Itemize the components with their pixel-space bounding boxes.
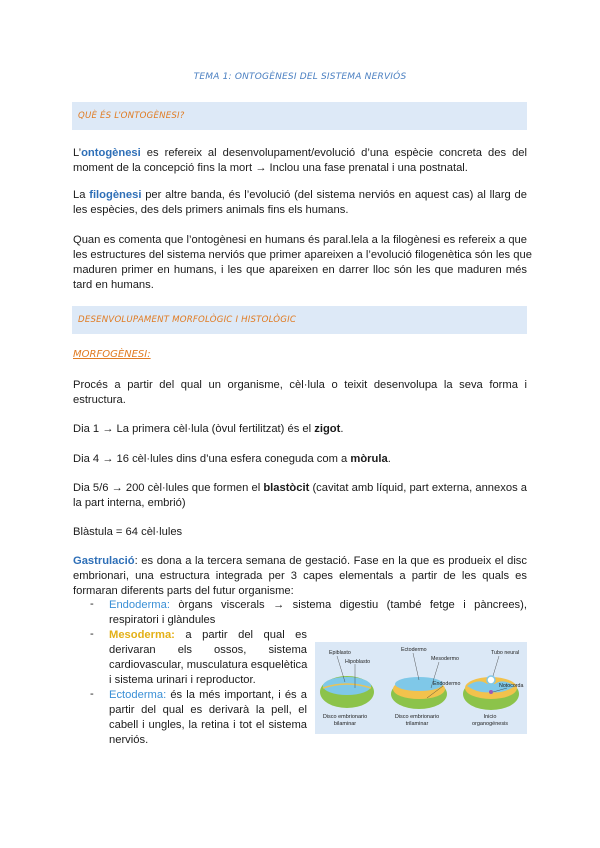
list-item-mesoderma: Mesoderma: a partir del qual es derivaran els ossos, sistema cardiovascular, musculatura esquelètica i sistema urinari i reproductor.: [109, 629, 308, 686]
paragraph-blastula: Blàstula = 64 cèl·lules: [73, 526, 183, 538]
keyword-endoderma: Endoderma:: [109, 599, 170, 611]
paragraph-gastrulacio: Gastrulació: es dona a la tercera semana de gestació. Fase en la que es produeix el disc embrionari, una estructura integrada per 3 capes elementals a partir de les quals es formaran diferents parts del futur organisme:: [73, 555, 527, 597]
caption-organogenesis: Inicio organogénesis: [471, 714, 509, 727]
section-heading-ontogenesi: [72, 102, 527, 130]
paragraph-paralela: Quan es comenta que l’ontogènesi en humans és paral.lela a la filogènesi es refereix a que les estructures del sistema nerviós que primer apareixen a l’evolució filogenètica són les que maduren primer en humans, i les que apareixen en darrer lloc són les que maduren més tard en humans.: [73, 234, 532, 291]
keyword-zigot: zigot: [314, 423, 341, 435]
label-hipoblast: Hipoblasto: [345, 659, 371, 665]
list-item-endoderma: Endoderma: òrgans viscerals → sistema digestiu (també fetge i pàncrees), respiratori i glàndules: [109, 599, 527, 626]
bullet-dash: -: [90, 688, 94, 700]
paragraph-morfogenesi-definicio: Procés a partir del qual un organisme, cèl·lula o teixit desenvolupa la seva forma i estructura.: [73, 379, 527, 406]
section-heading-text: QUÈ ÉS L’ONTOGÈNESI?: [78, 111, 185, 121]
paragraph-dia1: Dia 1 → La primera cèl·lula (òvul fertilitzat) és el zigot.: [73, 423, 344, 435]
section-heading-desenvolupament: [72, 306, 527, 334]
bullet-dash: -: [90, 628, 94, 640]
paragraph-filogenesi: La filogènesi per altre banda, és l’evolució (del sistema nerviós en aquest cas) al llarg de les espècies, des dels primers animals fins els humans.: [73, 189, 527, 216]
label-mesoderm: Mesodermo: [431, 656, 459, 662]
caption-trilaminar: Disco embrionario trilaminar: [394, 714, 440, 727]
keyword-gastrulacio: Gastrulació: [73, 555, 135, 567]
paragraph-dia4: Dia 4 → 16 cèl·lules dins d’una esfera coneguda com a mòrula.: [73, 453, 391, 465]
organogenesis-drawing: [463, 676, 519, 710]
label-ectoderm: Ectodermo: [401, 647, 427, 653]
keyword-blastocit: blastòcit: [263, 482, 310, 494]
list-item-ectoderma: Ectoderma: és la més important, i és a partir del qual es derivarà la pell, el cabell i ungles, la retina i tot el sistema nerviós.: [109, 689, 307, 746]
keyword-mesoderma: Mesoderma:: [109, 629, 175, 641]
paragraph-dia56: Dia 5/6 → 200 cèl·lules que formen el blastòcit (cavitat amb líquid, part externa, annexos a la part interna, embrió): [73, 482, 527, 509]
embryo-disc-figure: [315, 642, 527, 734]
label-epiblast: Epiblasto: [329, 650, 351, 656]
paragraph-ontogenesi: L’ontogènesi es refereix al desenvolupament/evolució d’una espècie concreta des del moment de la concepció fins la mort → Inclou una fase prenatal i una postnatal.: [73, 147, 527, 174]
keyword-morula: mòrula: [350, 453, 388, 465]
subheading-morfogenesi: MORFOGÈNESI:: [73, 349, 151, 360]
document-title: TEMA 1: ONTOGÈNESI DEL SISTEMA NERVIÓS: [193, 72, 407, 82]
keyword-filogenesi: filogènesi: [89, 189, 142, 201]
bullet-dash: -: [90, 598, 94, 610]
bilaminar-disc-drawing: [320, 676, 374, 708]
label-notocorda: Notocorda: [499, 683, 524, 689]
keyword-ectoderma: Ectoderma:: [109, 689, 167, 701]
label-endoderm: Endodermo: [433, 681, 461, 687]
keyword-ontogenesi: ontogènesi: [81, 147, 141, 159]
section-heading-text: DESENVOLUPAMENT MORFOLÒGIC I HISTOLÒGIC: [78, 315, 297, 325]
caption-bilaminar: Disco embrionario bilaminar: [322, 714, 368, 727]
label-tubo-neural: Tubo neural: [491, 650, 520, 656]
